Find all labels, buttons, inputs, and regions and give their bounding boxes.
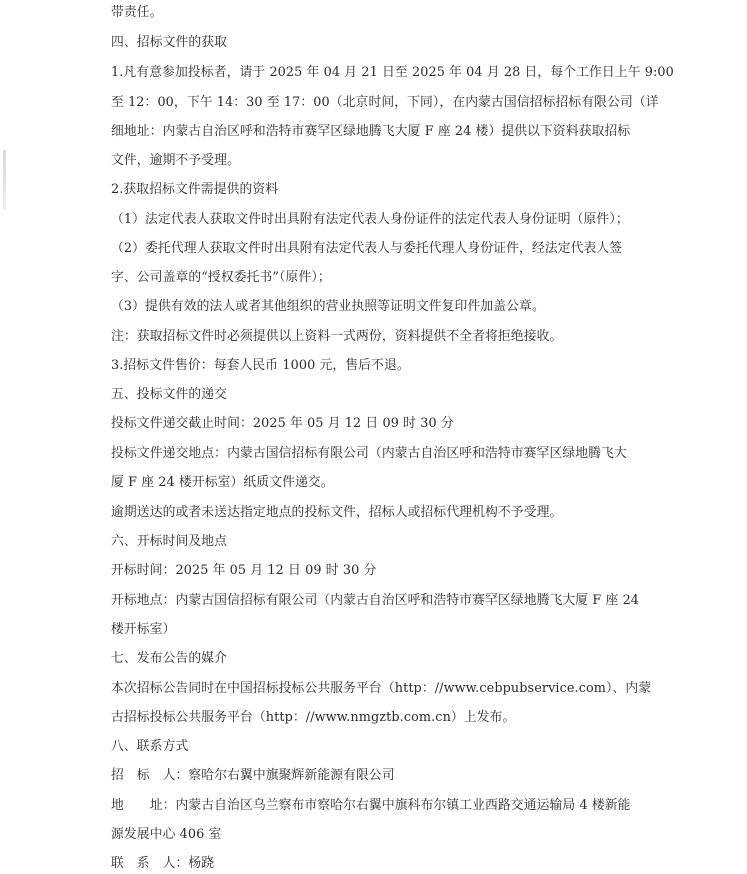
text-line: 古招标投标公共服务平台（http：//www.nmgztb.com.cn）上发布。 xyxy=(111,710,516,725)
text-line: 1.凡有意参加投标者，请于 2025 年 04 月 21 日至 2025 年 04 月 28 日，每个工作日上午 9:00 xyxy=(111,65,674,80)
text-line: 投标文件递交截止时间：2025 年 05 月 12 日 09 时 30 分 xyxy=(111,416,454,431)
text-line: 文件，逾期不予受理。 xyxy=(111,153,240,168)
text-line: （2）委托代理人获取文件时出具附有法定代表人与委托代理人身份证件，经法定代表人签 xyxy=(111,241,623,256)
subsection-heading: 2.获取招标文件需提供的资料 xyxy=(111,182,279,197)
section-heading: 八、联系方式 xyxy=(111,739,189,754)
text-line: 3.招标文件售价：每套人民币 1000 元，售后不退。 xyxy=(111,358,410,373)
scan-edge-mark xyxy=(3,150,6,210)
text-line: 招 标 人：察哈尔右翼中旗聚辉新能源有限公司 xyxy=(111,768,395,783)
text-line: 投标文件递交地点：内蒙古国信招标有限公司（内蒙古自治区呼和浩特市赛罕区绿地腾飞大 xyxy=(111,446,627,461)
text-line: 联 系 人：杨跷 xyxy=(111,856,215,871)
text-line: 地 址：内蒙古自治区乌兰察布市察哈尔右翼中旗科布尔镇工业西路交通运输局 4 楼新能 xyxy=(111,798,631,813)
text-line: （1）法定代表人获取文件时出具附有法定代表人身份证件的法定代表人身份证明（原件）； xyxy=(111,212,629,227)
text-line: 楼开标室） xyxy=(111,622,176,637)
text-line: 至 12：00，下午 14：30 至 17：00（北京时间，下同），在内蒙古国信招标招标有限公司（详 xyxy=(111,95,659,110)
text-line: 本次招标公告同时在中国招标投标公共服务平台（http：//www.cebpubservice.com）、内蒙 xyxy=(111,681,652,696)
text-line: （3）提供有效的法人或者其他组织的营业执照等证明文件复印件加盖公章。 xyxy=(111,299,545,314)
section-heading: 五、投标文件的递交 xyxy=(111,387,228,402)
text-line: 开标地点：内蒙古国信招标有限公司（内蒙古自治区呼和浩特市赛罕区绿地腾飞大厦 F 座 24 xyxy=(111,593,640,608)
text-line: 开标时间：2025 年 05 月 12 日 09 时 30 分 xyxy=(111,563,377,578)
text-line: 厦 F 座 24 楼开标室）纸质文件递交。 xyxy=(111,475,334,490)
text-line: 逾期送达的或者未送达指定地点的投标文件，招标人或招标代理机构不予受理。 xyxy=(111,505,563,520)
text-line: 带责任。 xyxy=(111,5,163,20)
text-line: 注：获取招标文件时必须提供以上资料一式两份，资料提供不全者将拒绝接收。 xyxy=(111,329,563,344)
text-line: 细地址：内蒙古自治区呼和浩特市赛罕区绿地腾飞大厦 F 座 24 楼）提供以下资料获取招标 xyxy=(111,124,631,139)
text-line: 字、公司盖章的“授权委托书”（原件）； xyxy=(111,270,331,285)
section-heading: 六、开标时间及地点 xyxy=(111,534,228,549)
text-line: 源发展中心 406 室 xyxy=(111,827,222,842)
section-heading: 七、发布公告的媒介 xyxy=(111,651,228,666)
section-heading: 四、招标文件的获取 xyxy=(111,35,228,50)
